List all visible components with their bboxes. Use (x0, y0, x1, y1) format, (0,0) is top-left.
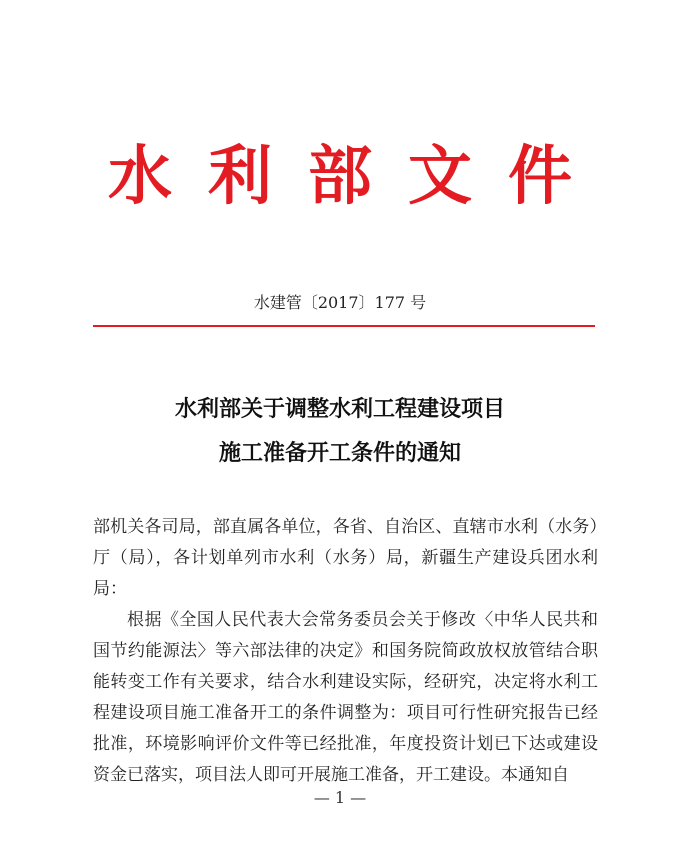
body-paragraph-1: 根据《全国人民代表大会常务委员会关于修改〈中华人民共和国节约能源法〉等六部法律的决定》和国务院简政放权放管结合职能转变工作有关要求，结合水利建设实际，经研究，决定将水利工程建设项目施工准备开工的条件调整为：项目可行性研究报告已经批准，环境影响评价文件等已经批准，年度投资计划已下达或建设资金已落实，项目法人即可开展施工准备，开工建设。本通知自 (93, 610, 598, 785)
document-number: 水建管〔2017〕177 号 (253, 293, 427, 312)
document-header-title: 水利部文件 (108, 140, 608, 214)
document-body (93, 512, 598, 791)
header-red-rule (93, 325, 595, 327)
addressees-paragraph: 部机关各司局，部直属各单位，各省、自治区、直辖市水利（水务）厅（局），各计划单列市水利（水务）局，新疆生产建设兵团水利局： (93, 517, 598, 599)
notice-title-line-1: 水利部关于调整水利工程建设项目 (174, 397, 505, 422)
page-number: — 1 — (313, 788, 367, 807)
notice-title-line-2: 施工准备开工条件的通知 (218, 441, 461, 466)
